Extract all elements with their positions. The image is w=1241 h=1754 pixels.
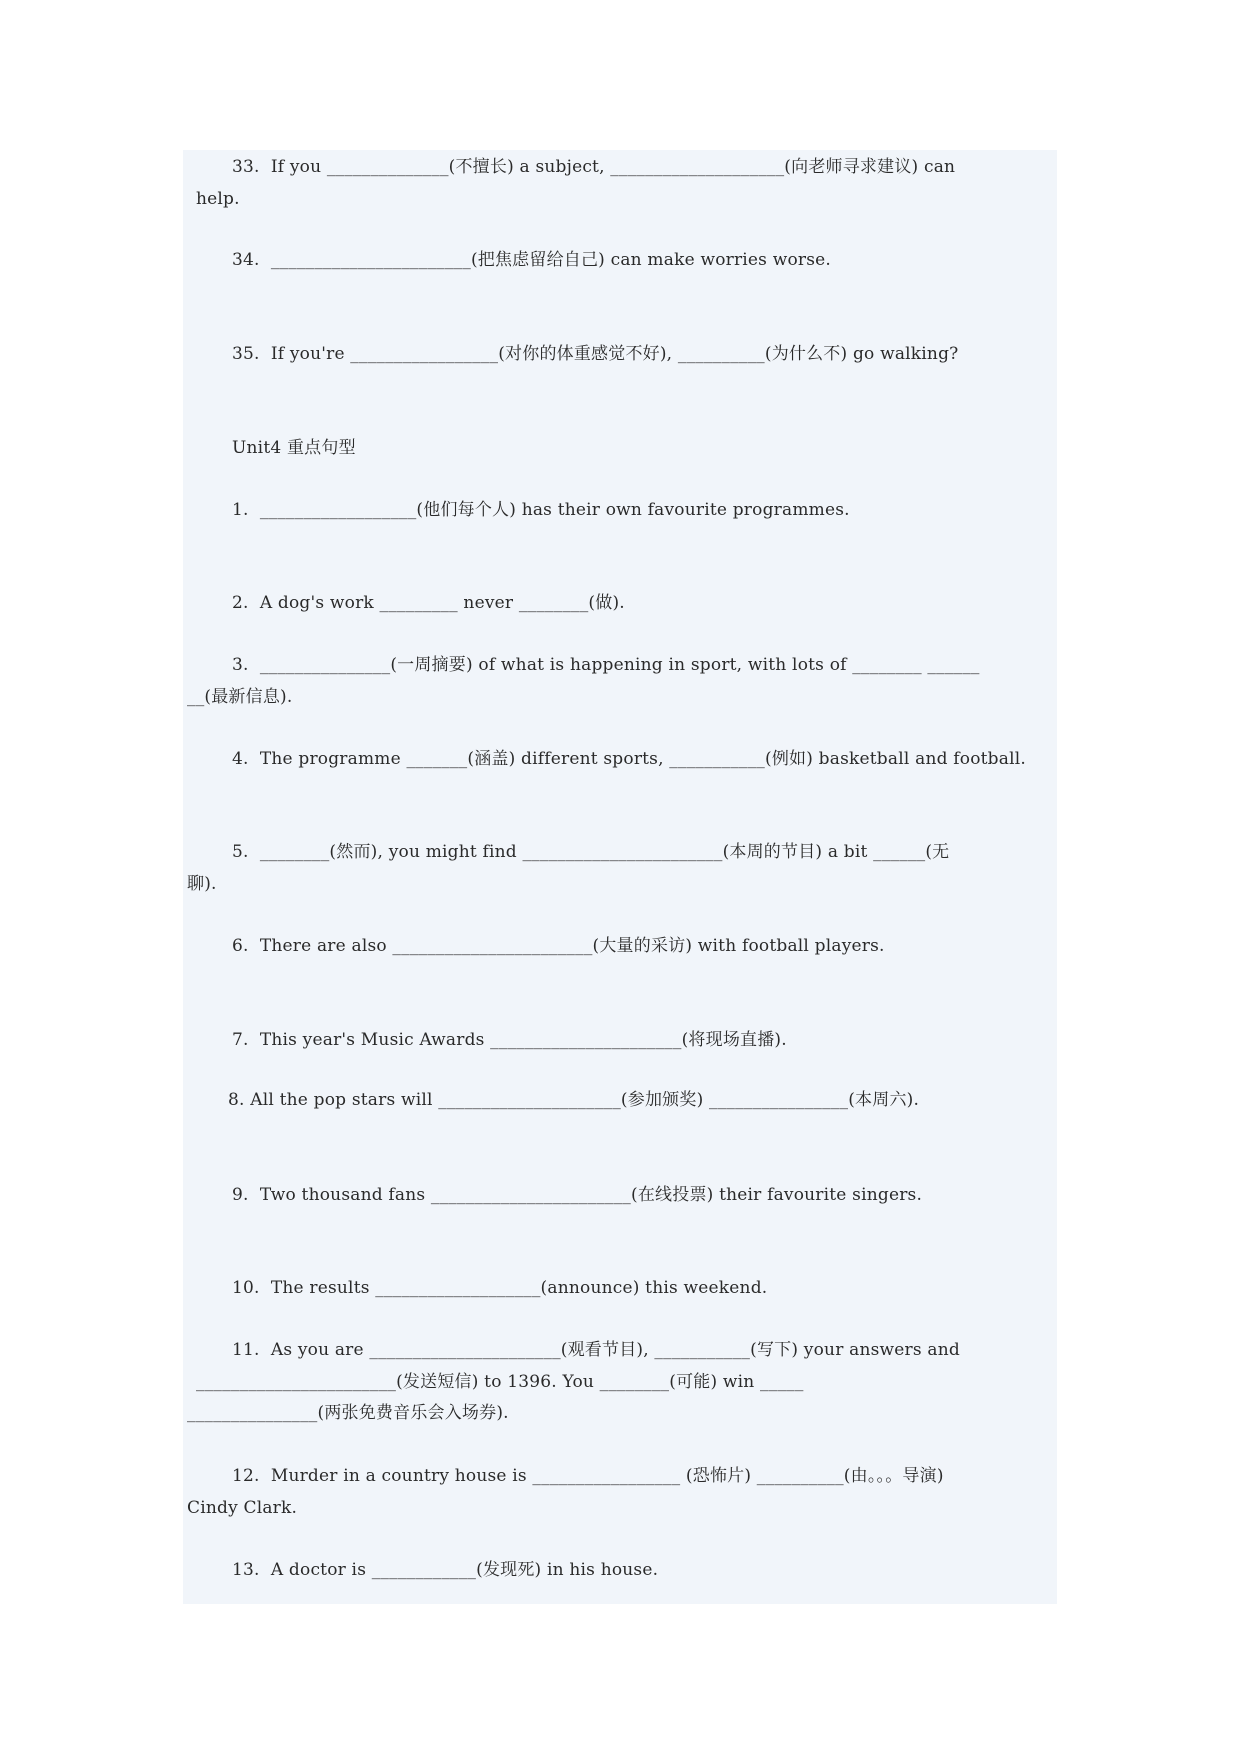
sentence-5-line-2: 聊). xyxy=(187,874,217,894)
question-35: 35. If you're _________________(对你的体重感觉不好), __________(为什么不) go walking? xyxy=(232,344,959,364)
sentence-2: 2. A dog's work _________ never ________(做). xyxy=(232,593,625,613)
sentence-3-line-2: __(最新信息). xyxy=(187,687,293,707)
sentence-12-line-1: 12. Murder in a country house is _________________ (恐怖片) __________(由。。。导演) xyxy=(232,1466,944,1486)
sentence-4: 4. The programme _______(涵盖) different sports, ___________(例如) basketball and football. xyxy=(232,749,1026,769)
sentence-11-line-2: _______________________(发送短信) to 1396. You ________(可能) win _____ xyxy=(196,1372,804,1392)
sentence-1: 1. __________________(他们每个人) has their own favourite programmes. xyxy=(232,500,850,520)
sentence-11-line-3: _______________(两张免费音乐会入场券). xyxy=(187,1403,509,1423)
section-heading-unit4: Unit4 重点句型 xyxy=(232,438,356,458)
sentence-7: 7. This year's Music Awards ______________________(将现场直播). xyxy=(232,1030,787,1050)
sentence-10: 10. The results ___________________(announce) this weekend. xyxy=(232,1278,768,1298)
sentence-12-line-2: Cindy Clark. xyxy=(187,1498,298,1518)
question-34: 34. _______________________(把焦虑留给自己) can make worries worse. xyxy=(232,250,832,270)
sentence-13: 13. A doctor is ____________(发现死) in his house. xyxy=(232,1560,659,1580)
sentence-8: 8. All the pop stars will _____________________(参加颁奖) ________________(本周六). xyxy=(228,1090,920,1110)
question-33-line-1: 33. If you ______________(不擅长) a subject, ____________________(向老师寻求建议) can xyxy=(232,157,956,177)
sentence-6: 6. There are also _______________________(大量的采访) with football players. xyxy=(232,936,885,956)
sentence-5-line-1: 5. ________(然而), you might find _______________________(本周的节目) a bit ______(无 xyxy=(232,842,950,862)
sentence-3-line-1: 3. _______________(一周摘要) of what is happening in sport, with lots of ________ ______ xyxy=(232,655,980,675)
sentence-9: 9. Two thousand fans _______________________(在线投票) their favourite singers. xyxy=(232,1185,923,1205)
sentence-11-line-1: 11. As you are ______________________(观看节目), ___________(写下) your answers and xyxy=(232,1340,960,1360)
question-33-line-2: help. xyxy=(196,189,240,209)
